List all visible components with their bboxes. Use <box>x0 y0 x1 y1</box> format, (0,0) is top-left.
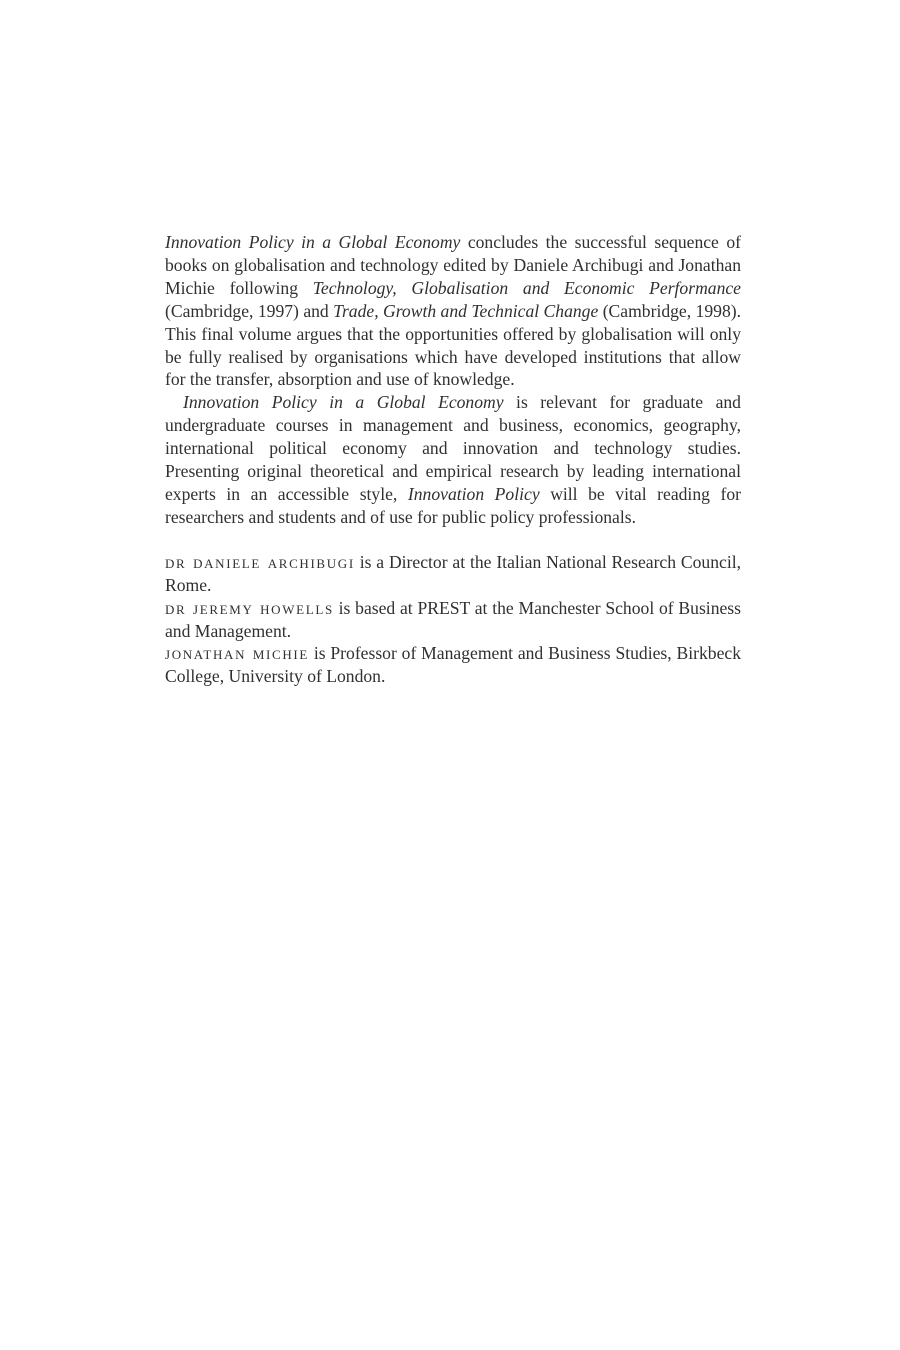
blurb-paragraph-1-segment-italic: Innovation Policy in a Global Economy <box>183 392 504 413</box>
blurb-paragraph-0-segment-italic: Innovation Policy in a Global Economy <box>165 232 461 252</box>
author-bio-2-segment-normal: is Professor of Management and Business Studies, Birkbeck College, University of London. <box>165 643 741 687</box>
blurb-paragraph-0-segment-normal: (Cambridge, 1998). This final volume argues that the opportunities offered by globalisation will only be fully realised by organisations which have developed institutions that allow for the transfer, absorption and use of knowledge. <box>165 300 741 390</box>
blurb-paragraphs <box>165 231 741 529</box>
author-bio-1-segment-smallcaps: dr jeremy howells <box>165 597 334 618</box>
blurb-paragraph-1-segment-italic: Innovation Policy <box>407 483 540 504</box>
author-bio-0-segment-smallcaps: dr daniele archibugi <box>165 551 355 572</box>
blurb-paragraph-0-segment-italic: Trade, Growth and Technical Change <box>333 300 599 321</box>
author-bio-2 <box>165 642 741 688</box>
text-block <box>165 231 741 688</box>
blurb-paragraph-1-segment-normal: will be vital reading for researchers and students and of use for public policy professionals. <box>165 483 741 527</box>
blurb-paragraph-1 <box>165 391 741 528</box>
author-bio-2-segment-smallcaps: jonathan michie <box>165 643 309 664</box>
blurb-paragraph-0 <box>165 231 741 391</box>
author-bio-1 <box>165 597 741 643</box>
author-bio-0-segment-normal: is a Director at the Italian National Research Council, Rome. <box>165 551 741 595</box>
author-bio-0 <box>165 551 741 597</box>
blurb-paragraph-0-segment-normal: (Cambridge, 1997) and <box>165 300 334 321</box>
author-bios <box>165 551 741 688</box>
author-bio-1-segment-normal: is based at PREST at the Manchester School of Business and Management. <box>165 597 741 641</box>
blurb-paragraph-0-segment-normal: concludes the successful sequence of books on globalisation and technology edited by Daniele Archibugi and Jonathan Michie following <box>165 232 741 298</box>
blurb-paragraph-1-segment-normal: is relevant for graduate and undergraduate courses in management and business, economics, geography, international political economy and innovation and technology studies. Presenting original theoretical and empirical research by leading international experts in an accessible style, <box>165 392 741 504</box>
blurb-paragraph-0-segment-italic: Technology, Globalisation and Economic Performance <box>312 277 741 298</box>
